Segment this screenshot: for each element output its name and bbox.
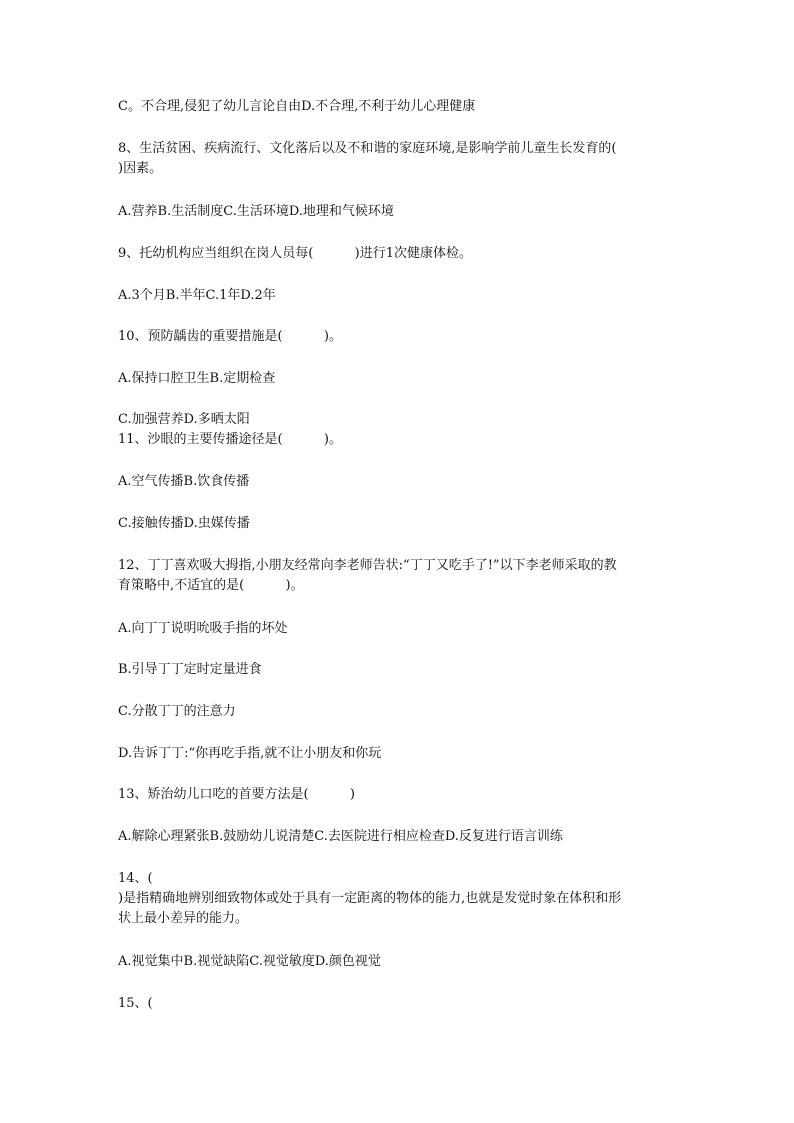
q11-options-cd: C.接触传播D.虫媒传播 xyxy=(118,516,250,531)
q12-option-c: C.分散丁丁的注意力 xyxy=(118,704,236,719)
q12-option-d: D.告诉丁丁:“你再吃手指,就不让小朋友和你玩 xyxy=(118,746,382,761)
q9-stem: 9、托幼机构应当组织在岗人员每( )进行1次健康体检。 xyxy=(118,246,473,261)
q14-options: A.视觉集中B.视觉缺陷C.视觉敏度D.颜色视觉 xyxy=(118,954,381,969)
q15-stem: 15、( xyxy=(118,996,153,1011)
q12-stem-line-2: 育策略中,不适宜的是( )。 xyxy=(118,578,304,593)
q8-stem-line-1: 8、生活贫困、疾病流行、文化落后以及不和谐的家庭环境,是影响学前儿童生长发育的( xyxy=(118,141,617,156)
q12-stem-line-1: 12、丁丁喜欢吸大拇指,小朋友经常向李老师告状:“丁丁又吃手了!”以下李老师采取的教 xyxy=(118,558,617,573)
q10-options-cd: C.加强营养D.多晒太阳 xyxy=(118,412,250,427)
q9-options: A.3个月B.半年C.1年D.2年 xyxy=(118,288,276,303)
q14-stem-line-1: 14、( xyxy=(118,871,153,886)
q12-option-b: B.引导丁丁定时定量进食 xyxy=(118,662,262,677)
q14-stem-line-3: 状上最小差异的能力。 xyxy=(118,911,249,926)
q7-options-cd: C。不合理,侵犯了幼儿言论自由D.不合理,不利于幼儿心理健康 xyxy=(118,99,476,114)
q8-stem-line-2: )因素。 xyxy=(118,161,163,176)
q13-options: A.解除心理紧张B.鼓励幼儿说清楚C.去医院进行相应检查D.反复进行语言训练 xyxy=(118,829,563,844)
q11-options-ab: A.空气传播B.饮食传播 xyxy=(118,474,250,489)
q11-stem: 11、沙眼的主要传播途径是( )。 xyxy=(118,432,343,447)
q10-options-ab: A.保持口腔卫生B.定期检查 xyxy=(118,371,276,386)
q10-stem: 10、预防龋齿的重要措施是( )。 xyxy=(118,329,343,344)
q12-option-a: A.向丁丁说明吮吸手指的坏处 xyxy=(118,621,288,636)
q8-options: A.营养B.生活制度C.生活环境D.地理和气候环境 xyxy=(118,204,394,219)
q14-stem-line-2: )是指精确地辨别细致物体或处于具有一定距离的物体的能力,也就是发觉时象在体积和形 xyxy=(118,891,622,906)
q13-stem: 13、矫治幼儿口吃的首要方法是( ) xyxy=(118,787,356,802)
